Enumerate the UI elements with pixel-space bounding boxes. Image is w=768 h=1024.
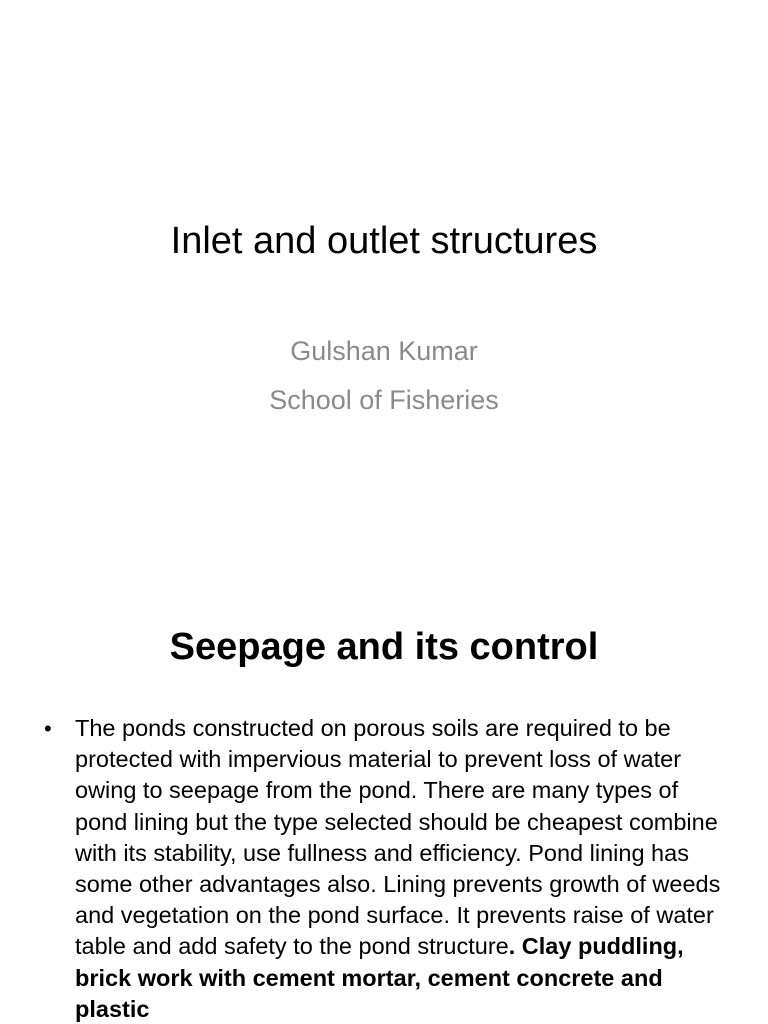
bullet-text: The ponds constructed on porous soils are required to be protected with impervious material to prevent loss of water owing to seepage from the pond. There are many types of pond lining but the type selected should be cheapest combine with its stability, use fullness and efficiency. Pond lining has some other advantages also. Lining prevents growth of weeds and vegetation on the pond surface. It prevents raise of water table and add safety to the pond structure (75, 715, 721, 960)
author-affiliation: School of Fisheries (269, 385, 499, 415)
slide-title: Inlet and outlet structures (170, 220, 598, 262)
slide-heading: Seepage and its control (169, 626, 599, 668)
bullet-item (44, 713, 724, 1024)
author-name: Gulshan Kumar (290, 336, 478, 366)
bullet-marker: • (44, 716, 52, 741)
bullet-bold-text: . Clay puddling, brick work with cement mortar, cement concrete and plastic (75, 933, 684, 1022)
bullet-list (44, 713, 724, 1024)
content-slide (0, 576, 768, 1024)
